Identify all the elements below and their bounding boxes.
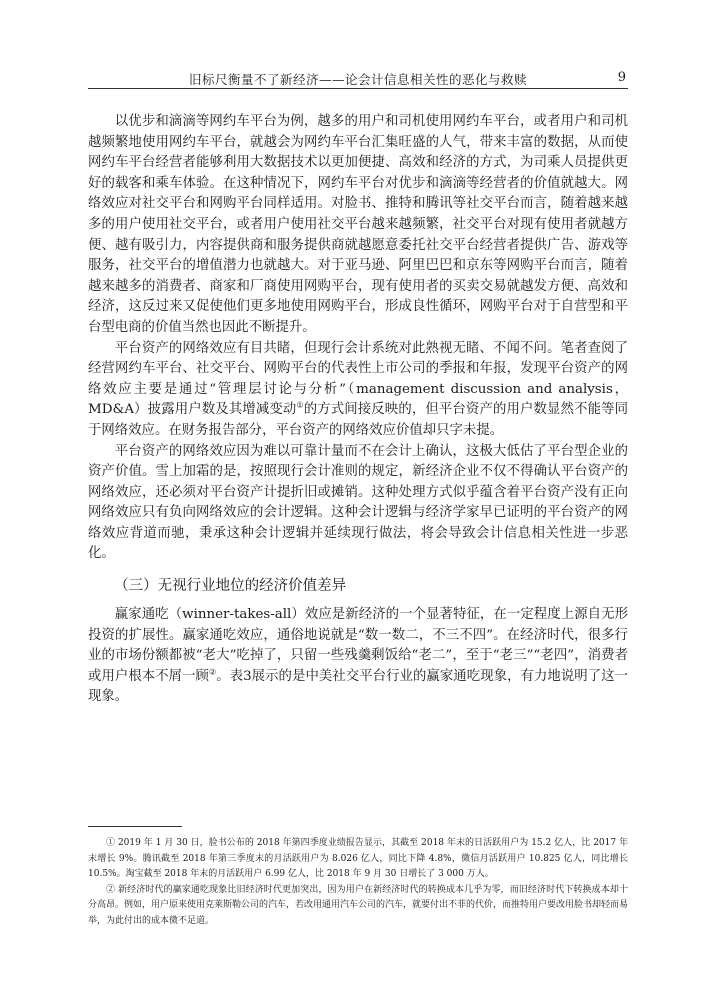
paragraph-text: 平台资产的网络效应有目共睹，但现行会计系统对此熟视无睹、不闻不问。笔者查阅了经营网约车平台、社交平台、网购平台的代表性上市公司的季报和年报，发现平台资产的网络效应主要是通过“管理层讨论与分析”（management discussion and analysis，MD&A）披露用户数及其增减变动 [88, 340, 628, 418]
paragraph-text: 赢家通吃（winner-takes-all）效应是新经济的一个显著特征，在一定程度上源自无形投资的扩展性。赢家通吃效应，通俗地说就是“数一数二，不三不四”。在经济时代，很多行业的市场份额都被“老大”吃掉了，只留一些残羹剩饭给“老二”，至于“老三”“老四”，消费者或用户根本不屑一顾 [88, 607, 628, 684]
footnote-ref-2[interactable]: ② [208, 667, 217, 677]
paragraph-winner-takes-all [88, 605, 628, 708]
footnote-2: ② 新经济时代的赢家通吃现象比旧经济时代更加突出，因为用户在新经济时代的转换成本几乎为零，而旧经济时代下转换成本却十分高昂。例如，用户原来使用克莱斯勒公司的汽车，若改用通用汽车公司的汽车，就要付出不菲的代价，而推特用户要改用脸书却轻而易举，为此付出的成本微不足道。 [88, 884, 629, 926]
paragraph-text: 的方式间接反映的，但平台资产的用户数显然不能等同于网络效应。在财务报告部分，平台资产的网络效应价值却只字未提。 [88, 402, 629, 438]
footnotes [88, 836, 628, 930]
footnote-1: ① 2019 年 1 月 30 日，脸书公布的 2018 年第四季度业绩报告显示，其截至 2018 年末的日活跃用户为 15.2 亿人，比 2017 年末增长 9%。腾讯截至 2018 年第三季度末的月活跃用户为 8.026 亿人，同比下降 4.8%，微信月活跃用户 10.825 亿人，同比增长 10.5%。淘宝截至 2018 年末的月活跃用户 6.99 亿人，比 2018 年 9 月 30 日增长了 3 000 万人。 [88, 838, 628, 880]
paragraph-network-effect-disclosure [88, 339, 628, 442]
paragraph-text: 。表3展示的是中美社交平台行业的赢家通吃现象，有力地说明了这一现象。 [88, 668, 629, 705]
section-heading: （三）无视行业地位的经济价值差异 [114, 578, 347, 595]
page-number: 9 [617, 70, 626, 85]
paragraph-measurement: 平台资产的网络效应因为难以可靠计量而不在会计上确认，这极大低估了平台型企业的资产价值。雪上加霜的是，按照现行会计准则的规定，新经济企业不仅不得确认平台资产的网络效应，还必须对平台资产计提折旧或摊销。这种处理方式似乎蕴含着平台资产没有正向网络效应只有负向网络效应的会计逻辑。这种会计逻辑与经济学家早已证明的平台资产的网络效应背道而驰，秉承这种会计逻辑并延续现行做法，将会导致会计信息相关性进一步恶化。 [88, 443, 628, 562]
footnote-divider [88, 826, 182, 827]
footnote-ref-1[interactable]: ① [296, 400, 304, 410]
main-body [88, 112, 628, 708]
paragraph-ride-hailing: 以优步和滴滴等网约车平台为例，越多的用户和司机使用网约车平台，或者用户和司机越频繁地使用网约车平台，就越会为网约车平台汇集旺盛的人气，带来丰富的数据，从而使网约车平台经营者能够利用大数据技术以更加便捷、高效和经济的方式，为司乘人员提供更好的载客和乘车体验。在这种情况下，网约车平台对优步和滴滴等经营者的价值就越大。网络效应对社交平台和网购平台同样适用。对脸书、推特和腾讯等社交平台而言，随着越来越多的用户使用社交平台，或者用户使用社交平台越来越频繁，社交平台对现有使用者就越方便、越有吸引力，内容提供商和服务提供商就越愿意委托社交平台经营者提供广告、游戏等服务，社交平台的增值潜力也就越大。对于亚马逊、阿里巴巴和京东等网购平台而言，随着越来越多的消费者、商家和厂商使用网购平台，现有使用者的买卖交易就越发方便、高效和经济，这反过来又促使他们更多地使用网购平台，形成良性循环，网购平台对于自营型和平台型电商的价值当然也因此不断提升。 [88, 114, 628, 335]
running-header [88, 66, 628, 89]
running-header-title: 旧标尺衡量不了新经济——论会计信息相关性的恶化与救赎 [188, 72, 527, 87]
